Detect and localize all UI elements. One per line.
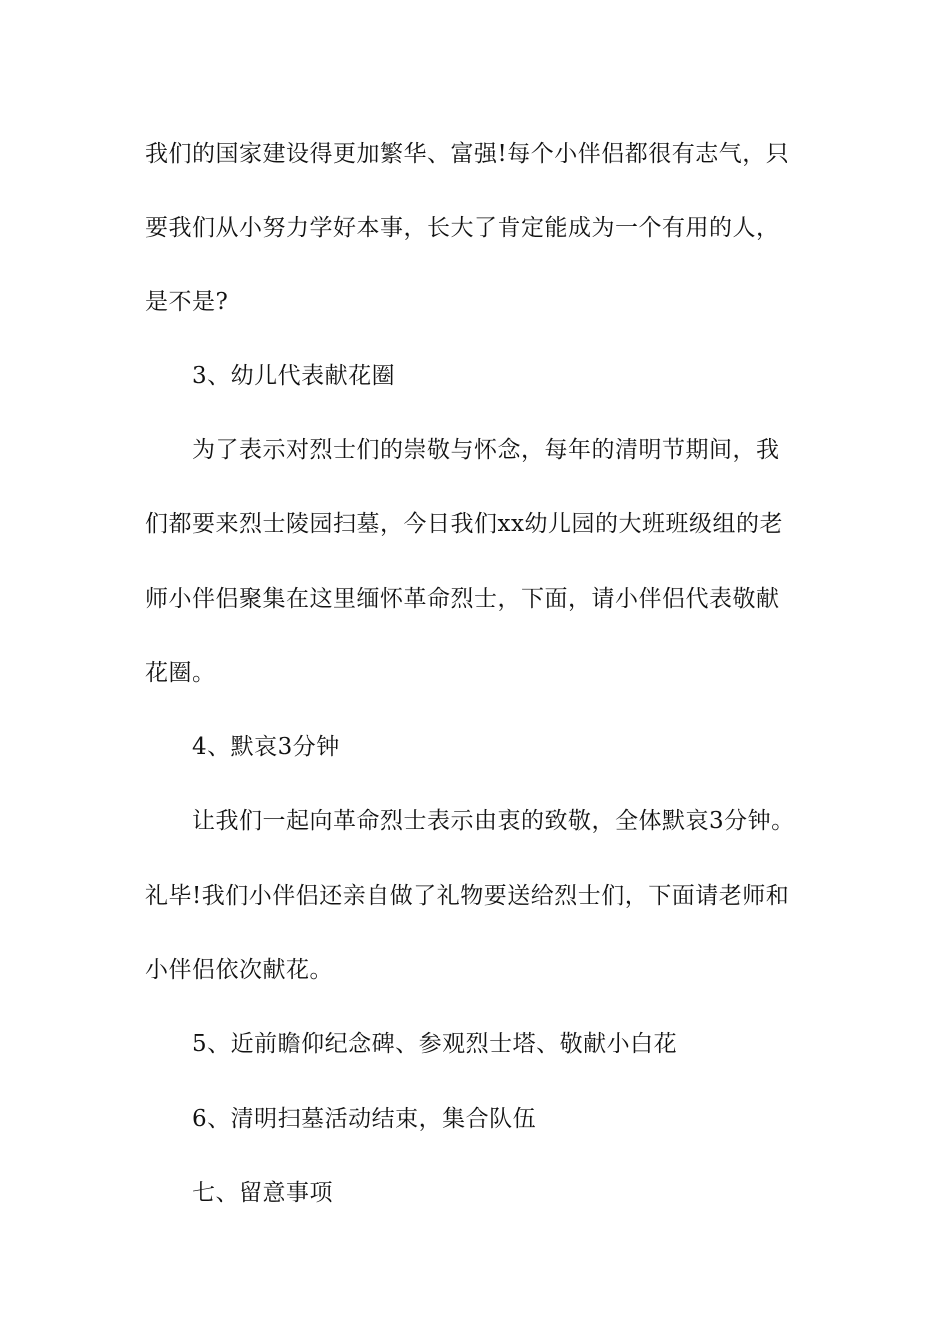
section-heading-6: 6、清明扫墓活动结束，集合队伍 [192,1106,537,1132]
paragraph-line: 师小伴侣聚集在这里缅怀革命烈士，下面，请小伴侣代表敬献 [145,586,780,612]
section-heading-4: 4、默哀3分钟 [192,734,340,760]
paragraph-line: 我们的国家建设得更加繁华、富强!每个小伴侣都很有志气，只 [145,141,790,167]
paragraph-line: 礼毕!我们小伴侣还亲自做了礼物要送给烈士们，下面请老师和 [145,883,790,909]
paragraph-line: 是不是? [145,289,229,315]
paragraph-line: 让我们一起向革命烈士表示由衷的致敬，全体默哀3分钟。 [192,808,795,834]
paragraph-line: 小伴侣依次献花。 [145,957,333,983]
section-heading-3: 3、幼儿代表献花圈 [192,363,396,389]
section-heading-7: 七、留意事项 [192,1180,333,1206]
paragraph-line: 要我们从小努力学好本事，长大了肯定能成为一个有用的人， [145,215,780,241]
section-heading-5: 5、近前瞻仰纪念碑、参观烈士塔、敬献小白花 [192,1031,678,1057]
paragraph-line: 花圈。 [145,660,216,686]
paragraph-line: 们都要来烈士陵园扫墓，今日我们xx幼儿园的大班班级组的老 [145,511,783,537]
paragraph-line: 为了表示对烈士们的崇敬与怀念，每年的清明节期间，我 [192,437,780,463]
